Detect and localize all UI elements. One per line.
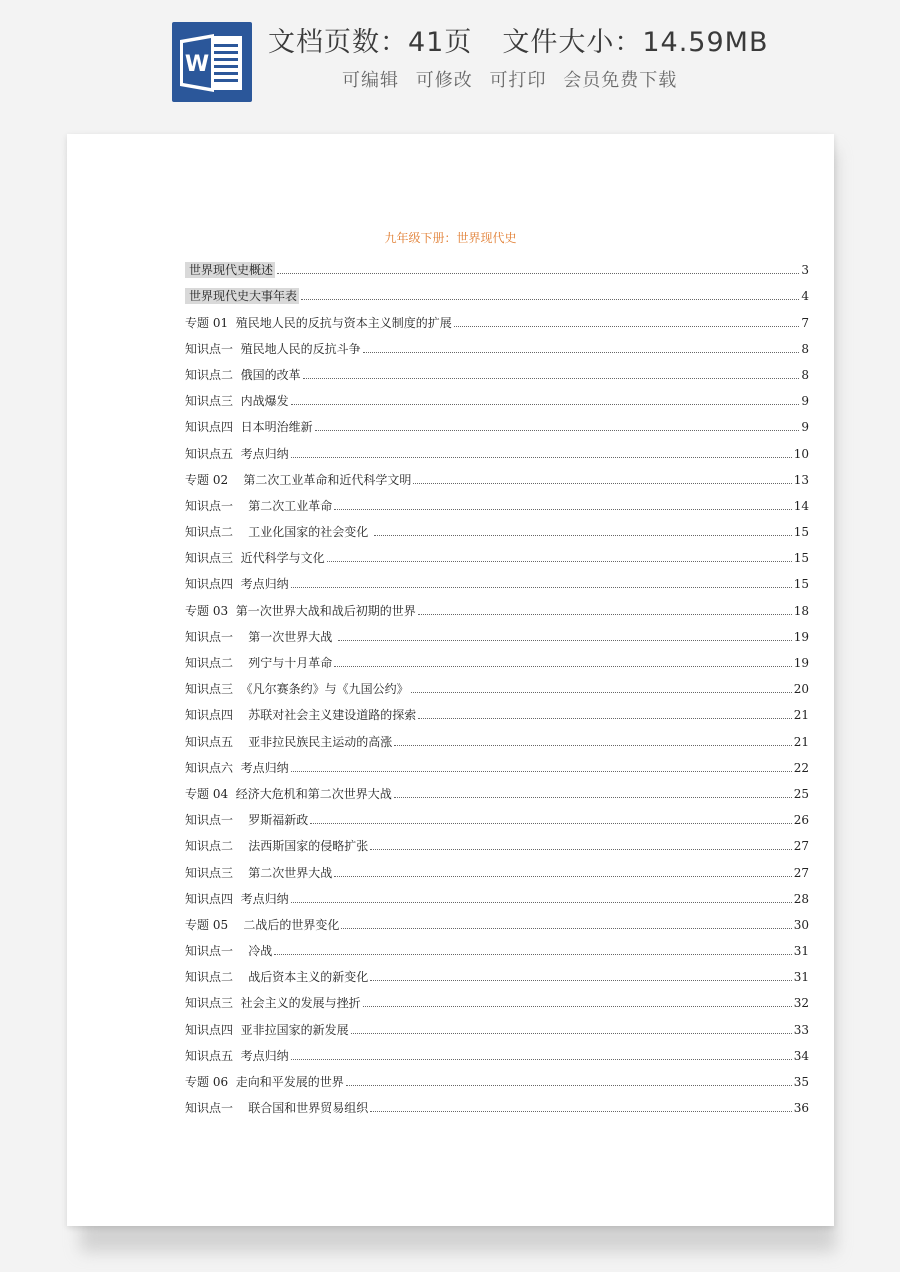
toc-dot-leader <box>363 352 799 353</box>
toc-entry-label: 专题 02 第二次工业革命和近代科学文明 <box>185 472 412 487</box>
toc-entry-page-number: 31 <box>793 944 809 959</box>
toc-entry[interactable] <box>185 278 809 304</box>
toc-dot-leader <box>274 954 791 955</box>
feature-list <box>342 66 677 92</box>
header-banner <box>0 0 900 120</box>
toc-entry-label: 知识点一 冷战 <box>185 944 273 959</box>
toc-entry[interactable] <box>185 671 809 697</box>
toc-entry-label: 知识点三 第二次世界大战 <box>185 865 333 880</box>
toc-dot-leader <box>291 457 792 458</box>
toc-entry[interactable] <box>185 645 809 671</box>
toc-entry-label: 专题 01 殖民地人民的反抗与资本主义制度的扩展 <box>185 315 452 330</box>
word-document-icon <box>172 22 252 102</box>
toc-entry[interactable] <box>185 566 809 592</box>
toc-dot-leader <box>327 561 792 562</box>
toc-entry[interactable] <box>185 409 809 435</box>
toc-entry-label: 知识点四 亚非拉国家的新发展 <box>185 1022 349 1037</box>
toc-entry[interactable] <box>185 881 809 907</box>
toc-entry-label: 专题 06 走向和平发展的世界 <box>185 1075 344 1089</box>
file-size-label: 文件大小：14.59MB <box>502 27 769 58</box>
toc-entry[interactable] <box>185 776 809 802</box>
toc-entry[interactable] <box>185 985 809 1011</box>
toc-dot-leader <box>291 902 792 903</box>
toc-entry-label: 专题 05 二战后的世界变化 <box>185 917 340 932</box>
toc-entry-page-number: 27 <box>793 839 809 854</box>
toc-dot-leader <box>303 378 799 379</box>
toc-entry-page-number: 25 <box>793 786 809 801</box>
toc-entry[interactable] <box>185 933 809 959</box>
toc-entry-page-number: 19 <box>793 629 809 644</box>
toc-dot-leader <box>394 745 791 746</box>
toc-dot-leader <box>394 797 792 798</box>
toc-entry-page-number: 13 <box>793 472 809 487</box>
toc-entry-page-number: 14 <box>793 498 809 513</box>
toc-entry-page-number: 28 <box>793 891 809 906</box>
toc-entry-page-number: 34 <box>793 1048 809 1063</box>
toc-entry-page-number: 32 <box>793 996 809 1011</box>
toc-entry[interactable] <box>185 488 809 514</box>
toc-entry-label: 知识点一 罗斯福新政 <box>185 813 309 828</box>
toc-entry-label: 世界现代史概述 <box>185 262 275 278</box>
toc-entry[interactable] <box>185 1090 809 1116</box>
document-info-title <box>268 20 828 59</box>
toc-entry-page-number: 18 <box>793 603 809 618</box>
toc-entry[interactable] <box>185 435 809 461</box>
toc-dot-leader <box>341 928 791 929</box>
table-of-contents <box>185 252 809 1116</box>
toc-entry-label: 知识点五 亚非拉民族民主运动的高涨 <box>185 734 393 749</box>
svg-text:W: W <box>184 52 210 77</box>
toc-dot-leader <box>351 1033 792 1034</box>
page-count-label: 文档页数：41页 <box>268 27 473 58</box>
toc-entry[interactable] <box>185 462 809 488</box>
toc-entry[interactable] <box>185 540 809 566</box>
toc-entry-page-number: 4 <box>801 289 809 304</box>
toc-title: 九年级下册：世界现代史 <box>384 231 517 245</box>
feature-editable: 可编辑 <box>342 70 399 91</box>
toc-entry[interactable] <box>185 304 809 330</box>
toc-entry-label: 知识点一 殖民地人民的反抗斗争 <box>185 341 361 356</box>
toc-entry-page-number: 8 <box>801 341 809 356</box>
toc-entry-page-number: 7 <box>801 315 809 330</box>
toc-dot-leader <box>338 640 792 641</box>
toc-entry-page-number: 35 <box>793 1075 809 1089</box>
toc-entry[interactable] <box>185 907 809 933</box>
toc-entry-label: 知识点二 俄国的改革 <box>185 367 301 382</box>
toc-entry-label: 知识点四 考点归纳 <box>185 577 289 592</box>
toc-entry[interactable] <box>185 514 809 540</box>
document-page <box>67 134 834 1226</box>
toc-dot-leader <box>291 404 799 405</box>
toc-entry-page-number: 33 <box>793 1022 809 1037</box>
toc-dot-leader <box>413 483 791 484</box>
toc-entry[interactable] <box>185 1011 809 1037</box>
toc-entry-page-number: 9 <box>801 394 809 409</box>
toc-entry-page-number: 21 <box>793 734 809 749</box>
toc-entry-page-number: 31 <box>793 970 809 985</box>
toc-dot-leader <box>291 587 792 588</box>
toc-dot-leader <box>418 718 791 719</box>
feature-modifiable: 可修改 <box>415 70 473 91</box>
toc-entry[interactable] <box>185 592 809 618</box>
toc-entry-label: 知识点二 工业化国家的社会变化 <box>185 525 373 540</box>
toc-entry-label: 知识点四 日本明治维新 <box>185 420 313 435</box>
toc-entry-label: 知识点二 战后资本主义的新变化 <box>185 970 369 985</box>
toc-dot-leader <box>301 299 799 300</box>
feature-member-free-download: 会员免费下载 <box>563 70 678 91</box>
toc-entry-page-number: 8 <box>801 367 809 382</box>
toc-entry[interactable] <box>185 383 809 409</box>
toc-entry-label: 知识点六 考点归纳 <box>185 760 289 775</box>
toc-entry-label: 知识点二 法西斯国家的侵略扩张 <box>185 839 369 854</box>
toc-dot-leader <box>363 1006 792 1007</box>
toc-entry-page-number: 36 <box>793 1101 809 1116</box>
toc-entry-page-number: 27 <box>793 865 809 880</box>
toc-dot-leader <box>310 823 791 824</box>
toc-dot-leader <box>277 273 799 274</box>
toc-entry-label: 专题 03 第一次世界大战和战后初期的世界 <box>185 603 416 618</box>
toc-entry[interactable] <box>185 252 809 278</box>
toc-entry-page-number: 20 <box>793 682 809 697</box>
toc-entry-label: 知识点二 列宁与十月革命 <box>185 656 333 670</box>
toc-dot-leader <box>370 980 791 981</box>
toc-dot-leader <box>370 1111 791 1112</box>
toc-entry-label: 知识点一 第二次工业革命 <box>185 498 333 513</box>
toc-entry-label: 知识点一 第一次世界大战 <box>185 629 337 644</box>
toc-dot-leader <box>334 666 791 667</box>
toc-dot-leader <box>411 692 792 693</box>
toc-entry-label: 知识点三 社会主义的发展与挫折 <box>185 996 361 1011</box>
toc-entry-page-number: 30 <box>793 917 809 932</box>
toc-dot-leader <box>334 509 791 510</box>
toc-entry[interactable] <box>185 723 809 749</box>
toc-entry-label: 世界现代史大事年表 <box>185 288 299 304</box>
toc-entry[interactable] <box>185 357 809 383</box>
toc-entry-page-number: 19 <box>793 656 809 670</box>
toc-dot-leader <box>418 614 792 615</box>
toc-entry[interactable] <box>185 828 809 854</box>
toc-entry-page-number: 21 <box>793 708 809 723</box>
toc-dot-leader <box>291 771 792 772</box>
toc-dot-leader <box>454 326 799 327</box>
toc-dot-leader <box>370 849 791 850</box>
toc-dot-leader <box>315 430 799 431</box>
toc-entry[interactable] <box>185 619 809 645</box>
toc-entry[interactable] <box>185 1038 809 1064</box>
toc-entry-page-number: 22 <box>793 760 809 775</box>
toc-entry-label: 知识点四 考点归纳 <box>185 891 289 906</box>
toc-entry-page-number: 15 <box>793 551 809 566</box>
toc-entry-page-number: 9 <box>801 420 809 435</box>
toc-entry-page-number: 10 <box>793 446 809 461</box>
toc-entry-label: 知识点三 近代科学与文化 <box>185 551 325 566</box>
toc-entry-page-number: 26 <box>793 813 809 828</box>
toc-dot-leader <box>291 1059 792 1060</box>
toc-entry[interactable] <box>185 331 809 357</box>
toc-entry[interactable] <box>185 854 809 880</box>
toc-entry[interactable] <box>185 697 809 723</box>
toc-entry-page-number: 15 <box>793 525 809 540</box>
toc-dot-leader <box>374 535 792 536</box>
toc-entry-label: 专题 04 经济大危机和第二次世界大战 <box>185 786 392 801</box>
toc-entry-page-number: 3 <box>801 263 809 278</box>
toc-dot-leader <box>334 876 791 877</box>
toc-entry[interactable] <box>185 959 809 985</box>
toc-entry-label: 知识点五 考点归纳 <box>185 1048 289 1063</box>
toc-entry[interactable] <box>185 802 809 828</box>
feature-printable: 可打印 <box>489 70 547 91</box>
toc-entry[interactable] <box>185 1064 809 1090</box>
toc-entry[interactable] <box>185 750 809 776</box>
toc-entry-label: 知识点三 《凡尔赛条约》与《九国公约》 <box>185 682 409 697</box>
toc-entry-label: 知识点五 考点归纳 <box>185 446 289 461</box>
toc-entry-label: 知识点三 内战爆发 <box>185 394 289 409</box>
toc-entry-label: 知识点一 联合国和世界贸易组织 <box>185 1101 369 1116</box>
toc-dot-leader <box>346 1085 792 1086</box>
toc-entry-label: 知识点四 苏联对社会主义建设道路的探索 <box>185 708 417 723</box>
toc-entry-page-number: 15 <box>793 577 809 592</box>
